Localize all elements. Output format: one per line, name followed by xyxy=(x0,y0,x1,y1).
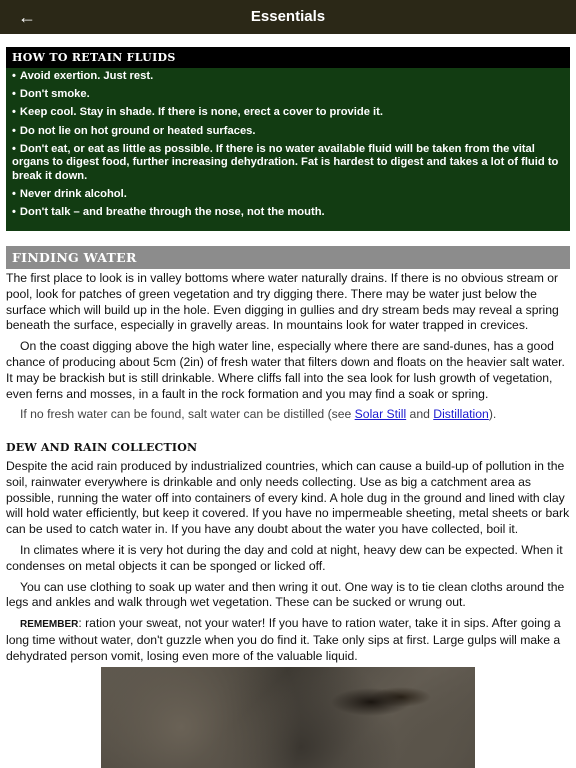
bullet-icon: • xyxy=(12,206,16,219)
list-item: • Avoid exertion. Just rest. xyxy=(12,70,154,82)
ground-photo xyxy=(101,667,475,768)
article-body xyxy=(6,271,570,670)
list-item: • Don't eat, or eat as little as possible. If there is no water available fluid will be taken from the vital organs to digest food, further increasing dehydration. Fat is hardest to digest and takes a lot of fluid to break it down. xyxy=(12,142,559,182)
retain-fluids-list xyxy=(6,68,570,220)
list-item: • Don't talk – and breathe through the nose, not the mouth. xyxy=(12,206,325,219)
bullet-icon: • xyxy=(12,124,16,137)
bullet-icon: • xyxy=(12,106,16,119)
paragraph: In climates where it is very hot during the day and cold at night, heavy dew can be expected. When it condenses on metal objects it can be sponged or licked off. xyxy=(6,542,563,573)
finding-water-heading: FINDING WATER xyxy=(6,246,570,269)
paragraph: Despite the acid rain produced by industrialized countries, which can cause a build-up of pollution in the soil, rainwater everywhere is drinkable and only needs collecting. Use as big a catchment area as possible, running the water off into containers of every kind. A hole dug in the ground and lined with clay will hold water efficiently, but keep it covered. If you have no impermeable sheeting, metal sheets or bark can be used to catch water in. If you have any doubt about the water you have collected, boil it. xyxy=(6,458,570,537)
paragraph: You can use clothing to soak up water and then wring it out. One way is to tie clean cloths around the legs and ankles and walk through wet vegetation. These can be sucked or wrung out. xyxy=(6,579,565,610)
dew-rain-heading: DEW AND RAIN COLLECTION xyxy=(6,441,198,455)
bullet-icon: • xyxy=(12,70,16,82)
retain-fluids-heading: HOW TO RETAIN FLUIDS xyxy=(6,47,570,68)
list-item: • Do not lie on hot ground or heated surfaces. xyxy=(12,124,256,137)
bullet-icon: • xyxy=(12,88,16,101)
back-arrow-icon[interactable]: ← xyxy=(18,7,36,27)
remember-label: REMEMBER xyxy=(20,619,79,631)
paragraph: On the coast digging above the high water line, especially where there are sand-dunes, has a good chance of producing about 5cm (2in) of fresh water that filters down and floats on the heavier salt water. It may be brackish but is still drinkable. Where cliffs fall into the sea look for lush growth of vegetation, even ferns and mosses, in a fault in the rock formation and you may find a soak or spring. xyxy=(6,339,565,401)
list-item: • Don't smoke. xyxy=(12,88,90,101)
list-item: • Keep cool. Stay in shade. If there is none, erect a cover to provide it. xyxy=(12,106,383,119)
page-title: Essentials xyxy=(250,8,326,25)
distill-paragraph: If no fresh water can be found, salt water can be distilled (see Solar Still and Distillation). xyxy=(20,407,497,422)
bullet-icon: • xyxy=(12,188,16,201)
paragraph: The first place to look is in valley bottoms where water naturally drains. If there is no obvious stream or pool, look for patches of green vegetation and try digging there. There may be water just below the surface which will build up in the hole. Even digging in gullies and dry stream beds may reveal a spring beneath the surface, especially in gravelly areas. In mountains look for water trapped in crevices. xyxy=(6,271,559,333)
bullet-icon: • xyxy=(12,142,16,155)
remember-paragraph: REMEMBER: ration your sweat, not your water! If you have to ration water, take it in sips. After going a long time without water, don't guzzle when you do find it. Take only sips at first. Large gulps will make a dehydrated person vomit, losing even more of the valuable liquid. xyxy=(6,616,561,663)
list-item: • Never drink alcohol. xyxy=(12,188,127,201)
retain-fluids-box xyxy=(6,47,570,231)
solar-still-link[interactable]: Solar Still xyxy=(354,407,407,422)
distillation-link[interactable]: Distillation xyxy=(433,407,489,422)
top-bar xyxy=(0,0,576,34)
